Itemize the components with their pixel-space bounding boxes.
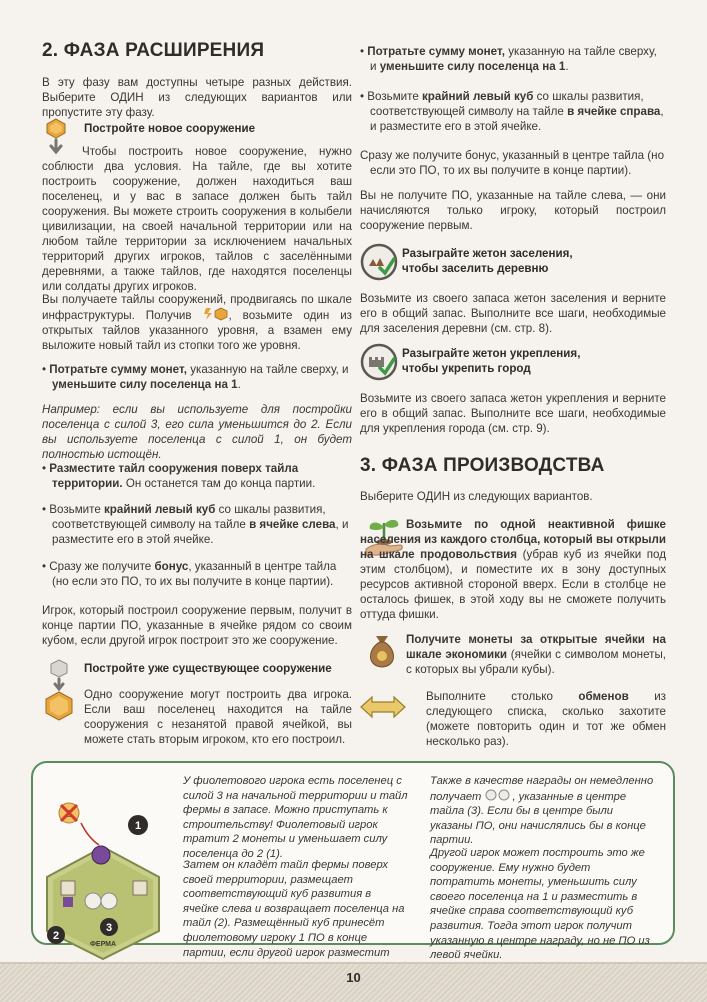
- r-bullet-take-cube: • Возьмите крайний левый куб со шкалы развития, соответствующей символу на тайле в ячейке справа, и разместите его в этой ячейке.: [360, 90, 664, 133]
- fortify-block: [360, 343, 666, 383]
- expansion-title: 2. ФАЗА РАСШИРЕНИЯ: [42, 40, 265, 61]
- bullet-place-rest: Он останется там до конца партии.: [125, 477, 316, 490]
- bullet-cube-3: , и разместите его в этой ячейке.: [52, 518, 349, 546]
- bullet-spend-coins: • Потратьте сумму монет, указанную на тайле сверху, и уменьшите силу поселенца на 1.: [42, 363, 349, 391]
- bullet-place-strong: Разместите тайл сооружения поверх тайла территории.: [49, 462, 299, 490]
- fortify-text: Возьмите из своего запаса жетон укрепления и верните его в общий запас. Выполните все шаги, необходимые для укрепления города (см. стр. 9).: [360, 392, 666, 435]
- bullet-bonus-strong: бонус: [154, 560, 189, 573]
- settle-heading-1: Разыграйте жетон заселения,: [402, 247, 573, 260]
- tile-label: ФЕРМА: [89, 941, 117, 948]
- r-bullet-cube-1: Возьмите: [367, 90, 419, 103]
- settle-token-icon: [360, 243, 398, 281]
- tiles-text-1: Вы получаете тайлы сооружений, продвигаясь по шкале инфраструктуры. Получив: [42, 293, 352, 322]
- settle-text: Возьмите из своего запаса жетон заселения и верните его в общий запас. Выполните все шаги, необходимые для заселения деревни (см. стр. 8).: [360, 292, 666, 335]
- r-bullet-coins-strong: Потратьте сумму монет,: [367, 45, 505, 58]
- opt2-strong: Получите монеты за открытые ячейки на шкале экономики: [406, 633, 666, 661]
- example-col1-p1: У фиолетового игрока есть поселенец с силой 3 на начальной территории и тайл фермы в запасе. Можно приступать к строительству! Фиолетовый игрок тратит 2 монеты и уменьшает силу поселенца до 2 (1).: [183, 775, 408, 860]
- settler-figure: [92, 846, 110, 864]
- bullet-coins-strong: Потратьте сумму монет,: [49, 363, 187, 376]
- production-option-1: [360, 517, 666, 622]
- fortify-heading-2: чтобы укрепить город: [402, 362, 531, 375]
- step-marker-1-label: 1: [134, 820, 142, 832]
- page-number: 10: [346, 970, 361, 985]
- example-col2-p1a: Также в качестве награды он немедленно получает: [430, 775, 654, 803]
- r-bullet-cube-strong: крайний левый куб: [422, 90, 534, 103]
- opt2-rest: (ячейки с символом монеты, с которых вы убрали кубы).: [406, 648, 666, 676]
- opt1-strong: Возьмите по одной неактивной фишке населения из каждого столбца, который вы открыли на шкале продовольствия: [360, 518, 666, 561]
- production-option-2: [360, 632, 666, 677]
- example-note: Например: если вы используете для постройки поселенца с силой 3, его сила уменьшится до 2. Если вы используете поселенца с силой 1, он будет полностью истощён.: [42, 403, 352, 461]
- bullet-coins-strong2: уменьшите силу поселенца на 1: [52, 378, 238, 391]
- tiles-paragraph: [42, 292, 352, 353]
- r-bullet-coins-strong2: уменьшите силу поселенца на 1: [379, 60, 566, 73]
- r-bullet-cube-2: со шкалы развития, соответствующей символу на тайле: [370, 90, 644, 118]
- r-bullet-spend-coins: • Потратьте сумму монет, указанную на тайле сверху, и уменьшите силу поселенца на 1.: [360, 45, 657, 73]
- opt1-rest: (убрав куб из ячейки под этим столбцом), и поместите их в зону доступных ресурсов активной стороной вверх. Если в столбце не осталось фишек, в этой ходу вы не сможете получить оттуда фишки.: [360, 548, 666, 621]
- step-marker-3-label: 3: [105, 922, 113, 934]
- right-cube-slot: [133, 881, 147, 895]
- r-bullet-cube-3: , и разместите его в этой ячейке.: [370, 105, 664, 133]
- bullet-take-cube: • Возьмите крайний левый куб со шкалы развития, соответствующей символу на тайле в ячейке слева, и разместите его в этой ячейке.: [42, 503, 349, 546]
- opt3-2: из следующего списка, сколько захотите (можете повторить один и тот же обмен несколько раз).: [426, 690, 666, 748]
- bullet-cube-1: Возьмите: [49, 503, 101, 516]
- example-col2-p1: [430, 774, 654, 848]
- production-title: 3. ФАЗА ПРОИЗВОДСТВА: [360, 455, 605, 476]
- reward-token-icon: [484, 789, 512, 801]
- production-option-3: [360, 689, 666, 749]
- bullet-cube-2: со шкалы развития, соответствующей символу на тайле: [52, 503, 326, 531]
- settle-heading-2: чтобы заселить деревню: [402, 262, 549, 275]
- settle-heading: [402, 246, 573, 276]
- farm-tile-illustration: [41, 783, 181, 948]
- r-no-points: Вы не получите ПО, указанные на тайле слева, — они начисляются только игроку, который построил сооружение первым.: [360, 189, 666, 232]
- bullet-coins-rest: указанную на тайле сверху, и: [190, 363, 349, 376]
- example-col2-p2: Другой игрок может построить это же сооружение. Ему нужно будет потратить монеты, уменьшить силу своего поселенца на 1 и разместить в ячейке справа соответствующий куб развития. Тогда этот игрок получит указанную в центре награду, но не ПО из левой ячейки.: [430, 847, 650, 962]
- fortify-heading: [402, 346, 580, 376]
- expansion-intro: В эту фазу вам доступны четыре разных действия. Выберите ОДИН из следующих вариантов или пропустите эту фазу.: [42, 76, 352, 119]
- bullet-bonus-2: , указанный в центре тайла (но если это ПО, то их вы получите в конце партии).: [52, 560, 337, 588]
- tiles-text-2: , возьмите один из открытых тайлов указанного уровня, а взамен ему выложите новый тайл из стопки того же уровня.: [42, 309, 352, 352]
- settle-block: [360, 243, 666, 283]
- r-bullet-bonus: Сразу же получите бонус, указанный в центре тайла (но если это ПО, то их вы получите в конце партии).: [360, 149, 665, 177]
- first-builder-text: Игрок, который построил сооружение первым, получит в конце партии ПО, указанные в ячейке рядом со своим кубом, если другой игрок построит это же сооружение.: [42, 604, 352, 647]
- bullet-cube-strong: крайний левый куб: [104, 503, 216, 516]
- example-box: [31, 761, 675, 962]
- example-col1-p2: Затем он кладёт тайл фермы поверх своей территории, размещает соответствующий куб развития в ячейке слева и возвращает поселенца на тайл (2). Размещённый куб принесёт фиолетовому игроку 1 ПО в конце партии, если другой игрок разместит: [183, 859, 405, 959]
- build-existing-heading: Постройте уже существующее сооружение: [84, 662, 332, 675]
- bullet-bonus: • Сразу же получите бонус, указанный в центре тайла (но если это ПО, то их вы получите в конце партии).: [42, 560, 337, 588]
- bullet-place-tile: • Разместите тайл сооружения поверх тайла территории. Он останется там до конца партии.: [42, 462, 316, 490]
- build-existing-text: Одно сооружение могут построить два игрока. Если ваш поселенец находится на тайле сооружения с незанятой правой ячейкой, вы можете стать вторым игроком, кто его построил.: [84, 688, 352, 746]
- opt3-1: Выполните столько: [426, 690, 553, 703]
- opt3-strong: обменов: [578, 690, 629, 703]
- build-new-heading: Постройте новое сооружение: [84, 122, 256, 135]
- build-new-text: Чтобы построить новое сооружение, нужно соблюсти два условия. На тайле, где вы хотите построить сооружение, должен находиться ваш поселенец, и у вас в запасе должен быть тайл сооружения. Вы можете строить сооружения в колыбели цивилизации, на своей начальной территории или на любом тайле территории за исключением начальных территорий других игроков, тайлов с заселёнными деревнями, а также тайлов, где находятся поселенцы или солдаты других игроков.: [42, 145, 352, 293]
- left-cube-slot: [61, 881, 75, 895]
- r-bullet-cube-strong2: в ячейке справа: [567, 105, 661, 118]
- purple-cube: [63, 897, 73, 907]
- fortify-token-icon: [360, 343, 398, 381]
- bullet-cube-strong2: в ячейке слева: [249, 518, 336, 531]
- example-col2-p1b: , указанные в центре тайла (3). Если бы в центре были указаны ПО, они начислялись бы в конце партии.: [430, 790, 646, 847]
- fortify-heading-1: Разыграйте жетон укрепления,: [402, 347, 581, 360]
- bullet-bonus-1: Сразу же получите: [49, 560, 152, 573]
- production-intro: Выберите ОДИН из следующих вариантов.: [360, 490, 593, 503]
- infrastructure-icon: [203, 307, 229, 321]
- r-bullet-coins-rest: указанную на тайле сверху, и: [370, 45, 657, 73]
- step-marker-2-label: 2: [52, 930, 60, 942]
